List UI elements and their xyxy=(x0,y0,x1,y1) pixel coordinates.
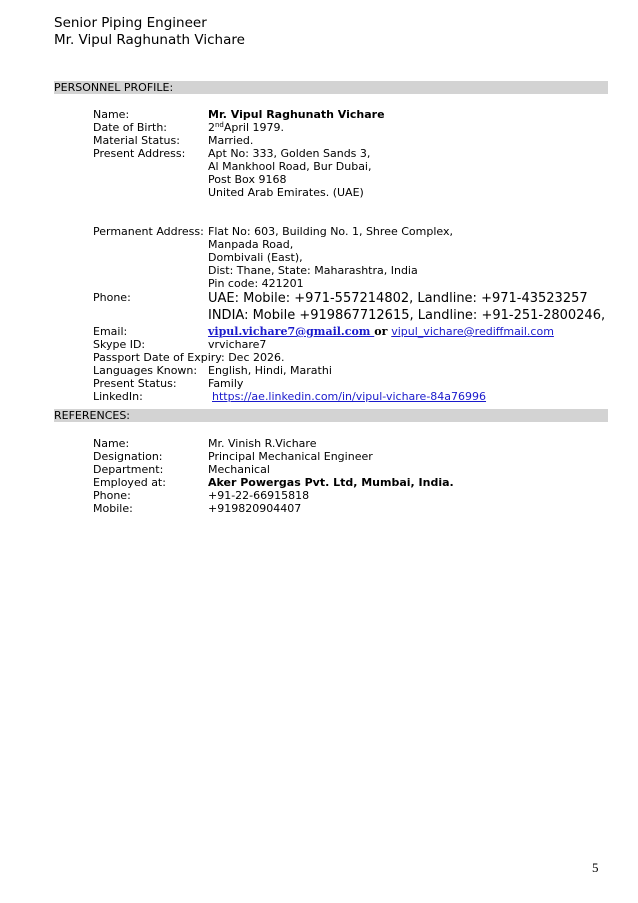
reference-mobile-value: +919820904407 xyxy=(208,502,302,515)
employed-value: Aker Powergas Pvt. Ltd, Mumbai, India. xyxy=(208,476,454,489)
designation-value: Principal Mechanical Engineer xyxy=(208,450,373,463)
present-address-label: Present Address: xyxy=(93,147,186,160)
name-value: Mr. Vipul Raghunath Vichare xyxy=(208,108,385,121)
email-secondary-link[interactable]: vipul_vichare@rediffmail.com xyxy=(391,325,554,338)
phone-line-india: INDIA: Mobile +919867712615, Landline: +91-251-2800246, xyxy=(208,308,606,323)
employed-label: Employed at: xyxy=(93,476,166,489)
email-primary-link[interactable]: vipul.vichare7@gmail.com xyxy=(208,325,375,338)
reference-phone-label: Phone: xyxy=(93,489,131,502)
passport-expiry: Passport Date of Expiry: Dec 2026. xyxy=(93,351,285,364)
status-label: Present Status: xyxy=(93,377,177,390)
designation-label: Designation: xyxy=(93,450,163,463)
skype-label: Skype ID: xyxy=(93,338,146,351)
personnel-profile-heading: PERSONNEL PROFILE: xyxy=(54,81,608,94)
permanent-address-line: Dombivali (East), xyxy=(208,251,303,264)
permanent-address-line: Manpada Road, xyxy=(208,238,294,251)
email-label: Email: xyxy=(93,325,128,338)
marital-label: Material Status: xyxy=(93,134,180,147)
dob-label: Date of Birth: xyxy=(93,121,168,134)
languages-label: Languages Known: xyxy=(93,364,198,377)
permanent-address-line: Flat No: 603, Building No. 1, Shree Complex, xyxy=(208,225,453,238)
present-address-line: Al Mankhool Road, Bur Dubai, xyxy=(208,160,372,173)
present-address-line: Post Box 9168 xyxy=(208,173,287,186)
dob-suffix: nd xyxy=(215,121,224,129)
phone-label: Phone: xyxy=(93,291,131,304)
present-address-line: United Arab Emirates. (UAE) xyxy=(208,186,364,199)
email-or-text: or xyxy=(374,325,392,338)
phone-line-uae: UAE: Mobile: +971-557214802, Landline: +971-43523257 xyxy=(208,291,588,306)
references-heading: REFERENCES: xyxy=(54,409,608,422)
reference-mobile-label: Mobile: xyxy=(93,502,133,515)
skype-value: vrvichare7 xyxy=(208,338,267,351)
status-value: Family xyxy=(208,377,244,390)
department-value: Mechanical xyxy=(208,463,270,476)
page-header xyxy=(54,15,245,48)
reference-name-label: Name: xyxy=(93,437,130,450)
reference-name-value: Mr. Vinish R.Vichare xyxy=(208,437,317,450)
page-number: 5 xyxy=(592,860,599,875)
header-candidate-name: Mr. Vipul Raghunath Vichare xyxy=(54,31,245,48)
permanent-address-label: Permanent Address: xyxy=(93,225,204,238)
dob-value xyxy=(208,121,284,134)
dob-day: 2 xyxy=(208,121,215,134)
linkedin-label: LinkedIn: xyxy=(93,390,143,403)
header-job-title: Senior Piping Engineer xyxy=(54,15,207,31)
dob-rest: April 1979. xyxy=(223,121,285,134)
present-address-line: Apt No: 333, Golden Sands 3, xyxy=(208,147,371,160)
linkedin-link[interactable]: https://ae.linkedin.com/in/vipul-vichare-84a76996 xyxy=(212,390,487,403)
reference-phone-value: +91-22-66915818 xyxy=(208,489,310,502)
email-value xyxy=(208,325,554,338)
department-label: Department: xyxy=(93,463,164,476)
marital-value: Married. xyxy=(208,134,254,147)
name-label: Name: xyxy=(93,108,130,121)
permanent-address-line: Pin code: 421201 xyxy=(208,277,304,290)
permanent-address-line: Dist: Thane, State: Maharashtra, India xyxy=(208,264,418,277)
languages-value: English, Hindi, Marathi xyxy=(208,364,332,377)
